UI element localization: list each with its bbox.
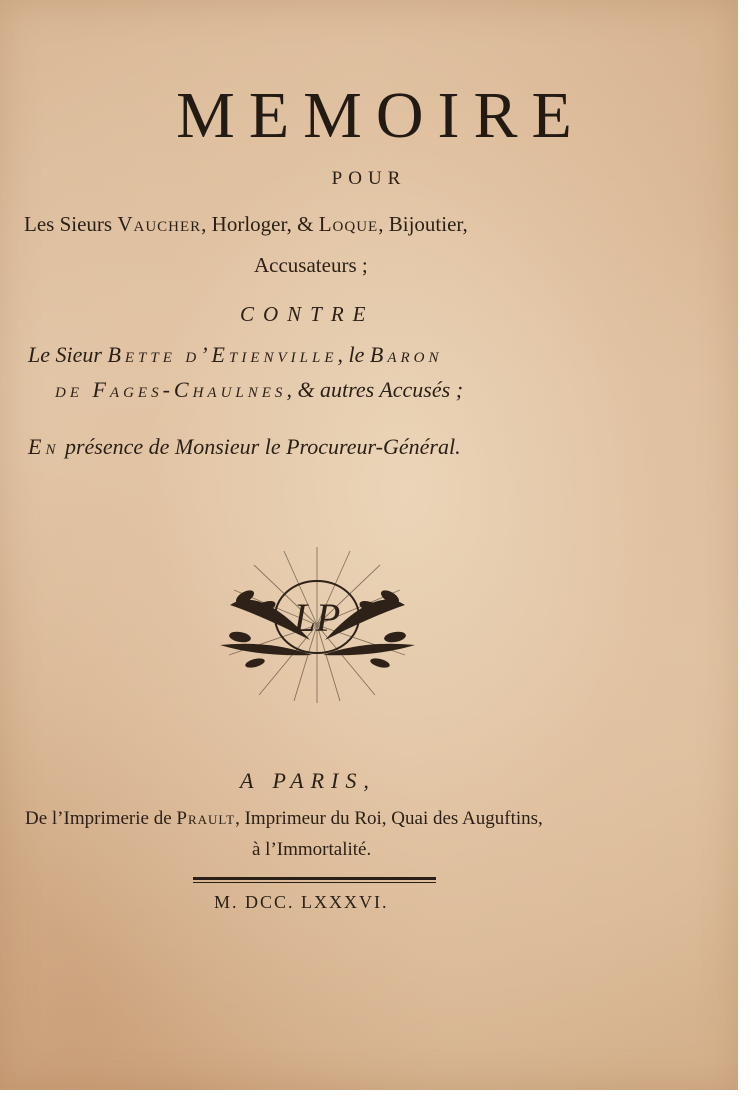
presence-initial: En bbox=[28, 434, 60, 459]
place-of-publication: A PARIS, bbox=[240, 768, 376, 793]
publication-date: M. DCC. LXXXVI. bbox=[214, 892, 389, 912]
pour-label: POUR bbox=[331, 168, 407, 189]
contre-label: CONTRE bbox=[240, 302, 375, 326]
plaintiffs-sep1: , Horloger, & bbox=[201, 212, 319, 236]
laurel-monogram-icon bbox=[200, 545, 435, 705]
monogram-text: LP bbox=[293, 595, 341, 640]
accused-baron: Baron bbox=[369, 342, 443, 367]
accused-bette: Bette d’Etienville bbox=[107, 342, 338, 367]
plaintiffs-line bbox=[24, 212, 634, 237]
accused-line-1 bbox=[28, 342, 728, 368]
accused-line-2 bbox=[55, 377, 751, 403]
double-rule-thick bbox=[193, 877, 436, 880]
accused-rest: , & autres Accusés ; bbox=[286, 377, 464, 402]
plaintiff-loque: Loque bbox=[318, 212, 379, 236]
presence-rest: présence de Monsieur le Procureur-Général. bbox=[59, 434, 461, 459]
printer-address: à l’Immortalité. bbox=[252, 839, 372, 860]
accused-fages: de Fages-Chaulnes bbox=[55, 377, 287, 402]
plaintiffs-sep2: , Bijoutier, bbox=[378, 212, 468, 236]
presence-line bbox=[28, 434, 728, 460]
double-rule-thin bbox=[193, 882, 436, 883]
printer-suffix: , Imprimeur du Roi, Quai des Auguftins, bbox=[235, 808, 543, 829]
printer-name: Prault bbox=[176, 808, 236, 829]
accused-sep: , le bbox=[337, 342, 370, 367]
plaintiffs-role: Accusateurs ; bbox=[254, 253, 368, 277]
printer-prefix: De l’Imprimerie de bbox=[25, 808, 177, 829]
accused-prefix: Le Sieur bbox=[28, 342, 108, 367]
printer-line bbox=[25, 808, 645, 830]
plaintiffs-prefix: Les Sieurs bbox=[24, 212, 118, 236]
plaintiff-vaucher: Vaucher bbox=[117, 212, 202, 236]
page-title: MEMOIRE bbox=[176, 79, 586, 152]
